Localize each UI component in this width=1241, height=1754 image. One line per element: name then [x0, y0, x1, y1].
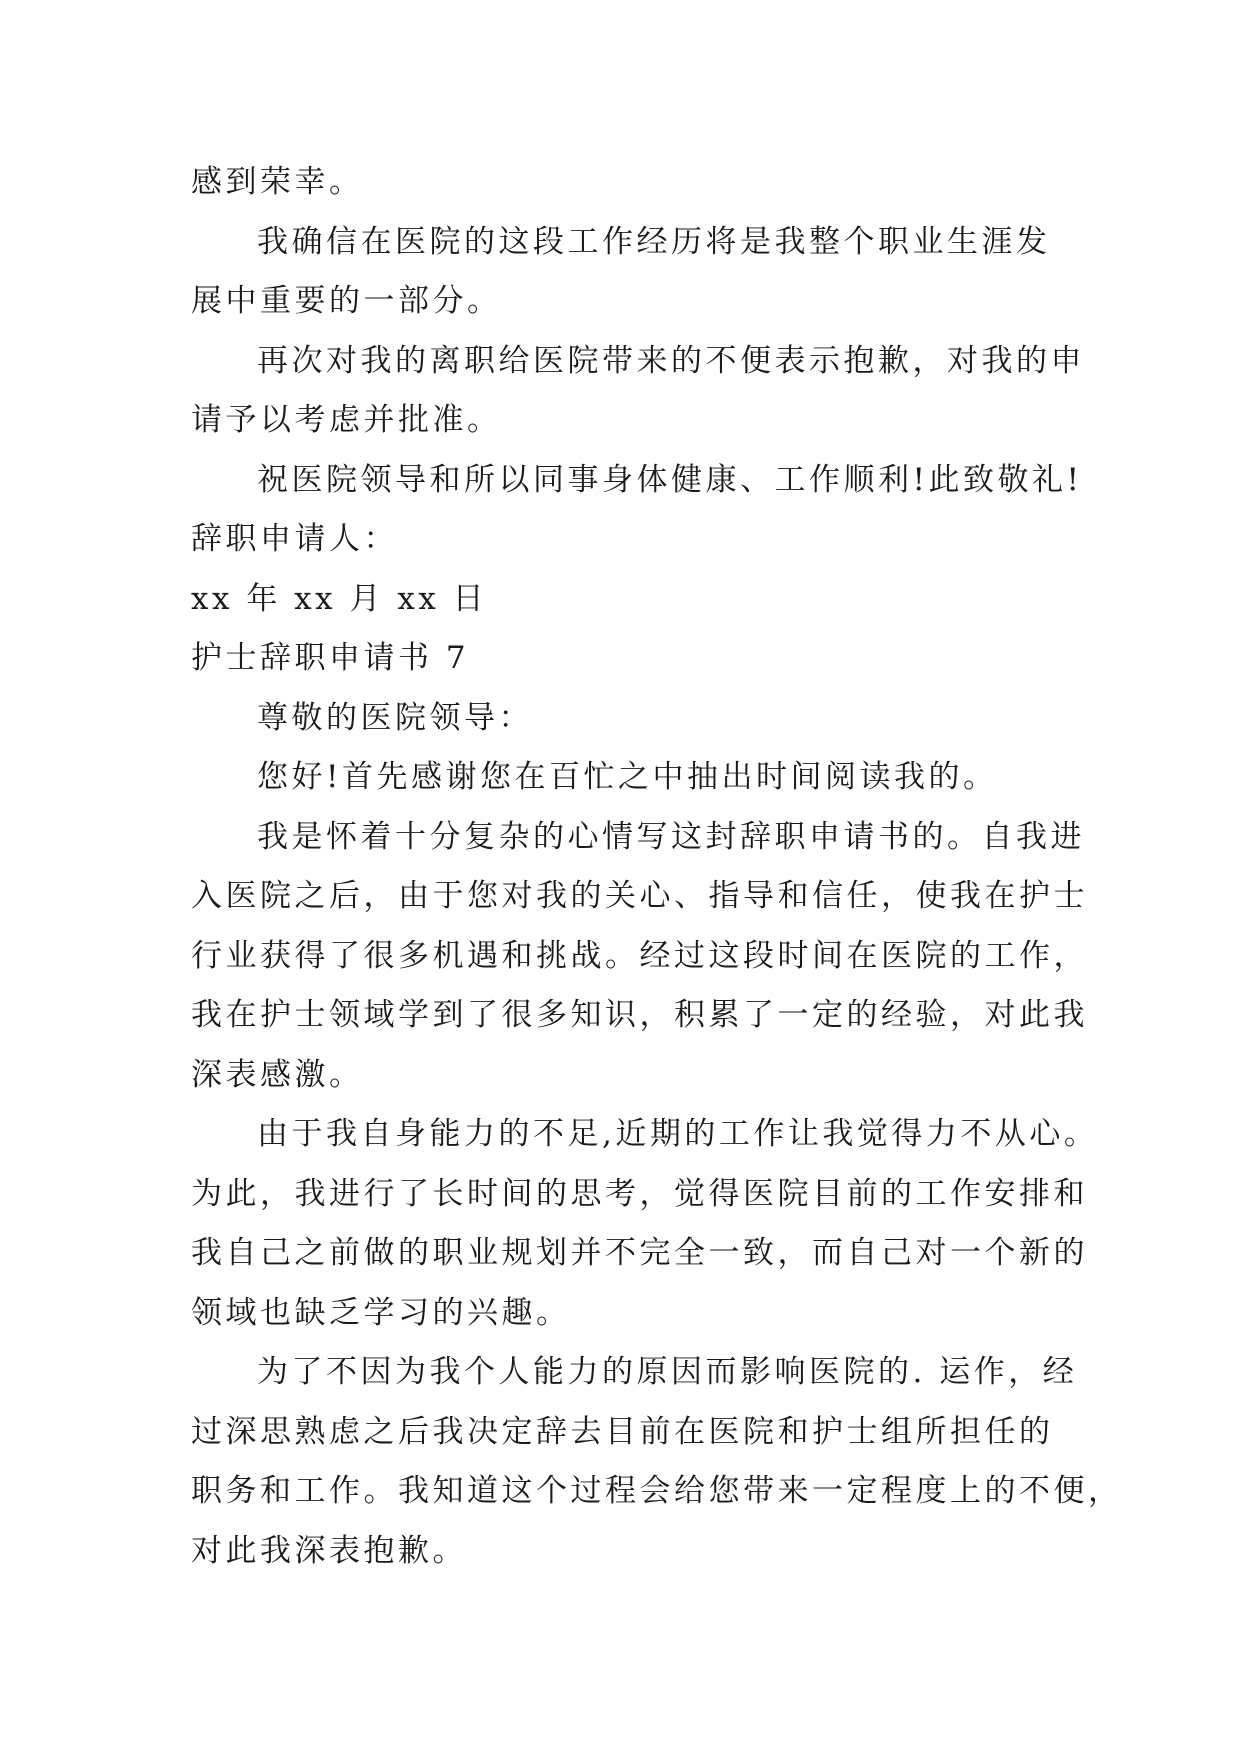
text-line: 为此，我进行了长时间的思考，觉得医院目前的工作安排和 — [191, 1176, 1088, 1212]
date-line: xx 年 xx 月 xx 日 — [191, 581, 488, 617]
text-line: 过深思熟虑之后我决定辞去目前在医院和护士组所担任的 — [191, 1414, 1054, 1450]
text-line: 由于我自身能力的不足,近期的工作让我觉得力不从心。 — [257, 1116, 1099, 1152]
text-line: 职务和工作。我知道这个过程会给您带来一定程度上的不便， — [191, 1473, 1123, 1509]
text-line: 祝医院领导和所以同事身体健康、工作顺利!此致敬礼! — [257, 462, 1083, 498]
text-line: 请予以考虑并批准。 — [191, 402, 502, 438]
salutation: 尊敬的医院领导： — [257, 700, 533, 736]
text-line: 对此我深表抱歉。 — [191, 1533, 467, 1569]
section-title: 护士辞职申请书 7 — [191, 640, 470, 676]
text-line: 行业获得了很多机遇和挑战。经过这段时间在医院的工作， — [191, 938, 1088, 974]
text-line: 我是怀着十分复杂的心情写这封辞职申请书的。自我进 — [257, 819, 1085, 855]
text-line: 感到荣幸。 — [191, 164, 364, 200]
text-line: 展中重要的一部分。 — [191, 283, 502, 319]
text-line: 我自己之前做的职业规划并不完全一致，而自己对一个新的 — [191, 1235, 1088, 1271]
text-line: 领域也缺乏学习的兴趣。 — [191, 1295, 571, 1331]
text-line: 为了不因为我个人能力的原因而影响医院的. 运作，经 — [257, 1354, 1078, 1390]
text-line: 我在护士领域学到了很多知识，积累了一定的经验，对此我 — [191, 997, 1088, 1033]
text-line: 深表感激。 — [191, 1057, 364, 1093]
text-line: 再次对我的离职给医院带来的不便表示抱歉，对我的申 — [257, 343, 1085, 379]
signature-label: 辞职申请人： — [191, 521, 398, 557]
text-line: 入医院之后，由于您对我的关心、指导和信任，使我在护士 — [191, 878, 1088, 914]
text-line: 我确信在医院的这段工作经历将是我整个职业生涯发 — [257, 224, 1051, 260]
text-line: 您好!首先感谢您在百忙之中抽出时间阅读我的。 — [257, 759, 998, 795]
